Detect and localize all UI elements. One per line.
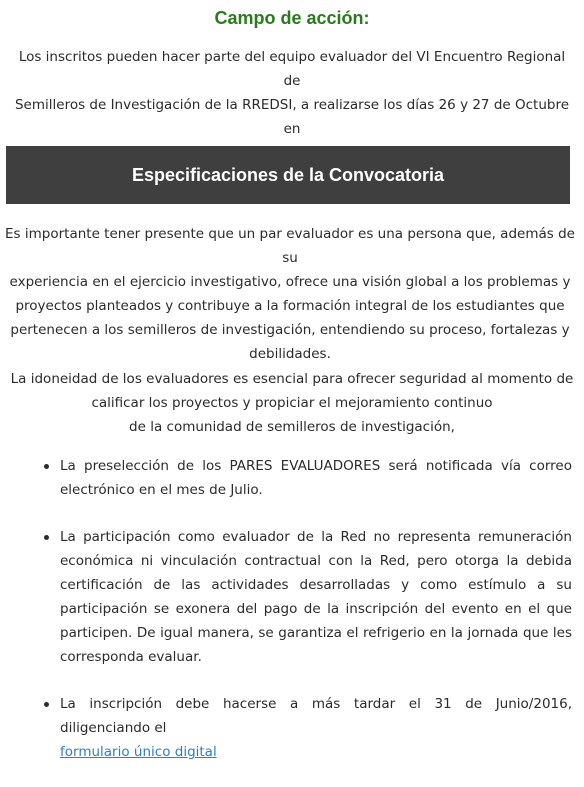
bullet-icon — [44, 464, 49, 469]
field-line: Semilleros de Investigación de la RREDSI, a realizarse los días 26 y 27 de Octubre en — [14, 97, 570, 137]
peer-evaluator-intro — [4, 222, 576, 366]
bullet-icon — [44, 535, 49, 540]
bullet-icon — [44, 702, 49, 707]
bullet-text: La preselección de los PARES EVALUADORES será notificada vía correo electrónico en el mes de Julio. — [60, 458, 572, 498]
registration-form-link[interactable]: formulario único digital — [60, 744, 217, 760]
list-item — [0, 454, 584, 502]
intro-line: Es importante tener presente que un par evaluador es una persona que, además de su — [5, 226, 575, 266]
intro-line: debilidades. — [249, 346, 331, 362]
field-line: Los inscritos pueden hacer parte del equipo evaluador del VI Encuentro Regional de — [18, 49, 566, 89]
suitability-line: de la comunidad de semilleros de investigación, — [129, 419, 455, 435]
list-item — [0, 525, 584, 669]
bullet-text: La participación como evaluador de la Red no representa remuneración económica ni vinculación contractual con la Red, pero otorga la debida certificación de las actividades desarrolladas y como estímulo a su participación se exonera del pago de la inscripción del evento en el que participen. De igual manera, se garantiza el refrigerio en la jornada que les corresponda evaluar. — [60, 529, 572, 665]
list-item — [0, 692, 584, 764]
evaluator-suitability-text — [10, 367, 574, 439]
intro-line: pertenecen a los semilleros de investigación, entendiendo su proceso, fortalezas y — [10, 322, 570, 338]
suitability-line: calificar los proyectos y propiciar el mejoramiento continuo — [91, 395, 493, 411]
bullet-text: La inscripción debe hacerse a más tardar el 31 de Junio/2016, diligenciando el — [60, 696, 572, 736]
suitability-line: La idoneidad de los evaluadores es esencial para ofrecer seguridad al momento de — [10, 371, 574, 387]
specifications-title: Especificaciones de la Convocatoria — [131, 164, 445, 185]
requirements-list — [0, 454, 584, 787]
field-of-action-heading: Campo de acción: — [214, 8, 370, 28]
specifications-banner — [6, 146, 570, 204]
intro-line: experiencia en el ejercicio investigativo, ofrece una visión global a los problemas y — [9, 274, 571, 290]
intro-line: proyectos planteados y contribuye a la formación integral de los estudiantes que — [15, 298, 565, 314]
